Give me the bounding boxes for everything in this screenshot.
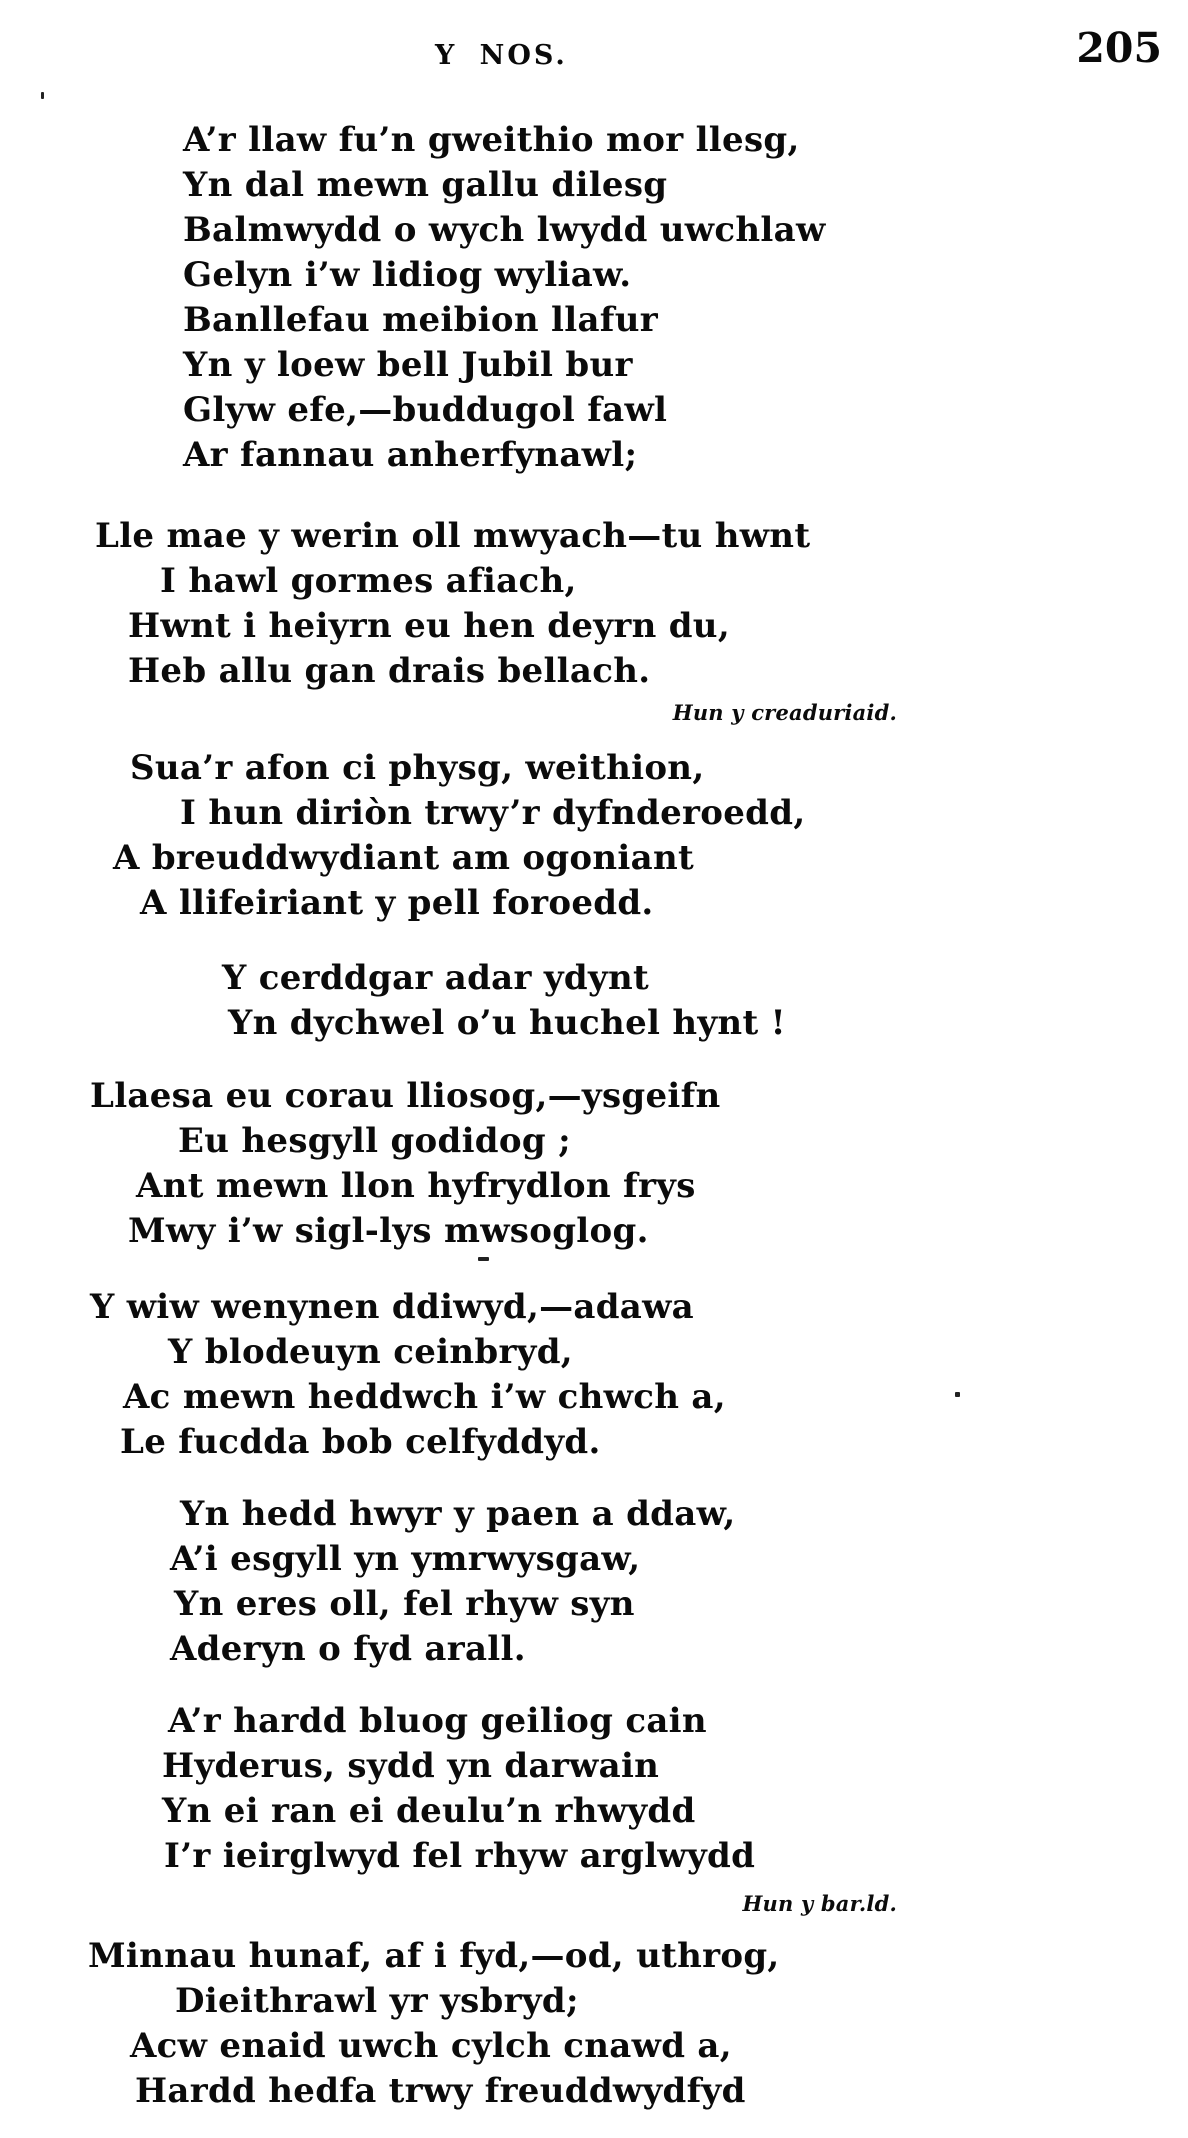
poem-line: Le fucdda bob celfyddyd. [120,1422,601,1462]
ink-speck [41,92,44,99]
stanza-8 [0,1699,1188,1879]
poem-line: Ant mewn llon hyfrydlon frys [136,1166,696,1206]
poem-line: Hwnt i heiyrn eu hen deyrn du, [128,606,730,646]
stanza-2 [0,514,1188,694]
poem-line: Y cerddgar adar ydynt [222,958,650,998]
ink-speck [478,1257,489,1261]
stanza-1 [0,118,1188,478]
stanza-6 [0,1285,1188,1465]
poem-line: Dieithrawl yr ysbryd; [175,1981,579,2021]
poem-line: Balmwydd o wych lwydd uwchlaw [183,210,826,250]
attribution-bard: Hun y bar.ld. [742,1891,897,1916]
poem-line: Yn hedd hwyr y paen a ddaw, [180,1494,736,1534]
stanza-5 [0,1074,1188,1254]
poem-line: Sua’r afon ci physg, weithion, [130,748,705,788]
poem-line: Yn dal mewn gallu dilesg [183,165,668,205]
poem-line: I hun diriòn trwy’r dyfnderoedd, [180,793,806,833]
poem-line: Yn y loew bell Jubil bur [183,345,633,385]
poem-line: I hawl gormes afiach, [160,561,577,601]
attribution-creatures: Hun y creaduriaid. [672,700,897,725]
poem-line: Hyderus, sydd yn darwain [162,1746,660,1786]
poem-line: Llaesa eu corau lliosog,—ysgeifn [90,1076,721,1116]
poem-line: I’r ieirglwyd fel rhyw arglwydd [164,1836,756,1876]
stanza-7 [0,1492,1188,1672]
poem-line: Aderyn o fyd arall. [170,1629,526,1669]
poem-line: Yn dychwel o’u huchel hynt ! [228,1003,786,1043]
poem-line: Eu hesgyll godidog ; [178,1121,571,1161]
poem-line: Lle mae y werin oll mwyach—tu hwnt [95,516,811,556]
poem-line: Ar fannau anherfynawl; [183,435,638,475]
poem-line: A breuddwydiant am ogoniant [113,838,694,878]
poem-line: Ac mewn heddwch i’w chwch a, [123,1377,726,1417]
poem-line: Minnau hunaf, af i fyd,—od, uthrog, [88,1936,780,1976]
poem-line: Hardd hedfa trwy freuddwydfyd [135,2071,746,2111]
poem-line: Mwy i’w sigl-lys mwsoglog. [128,1211,649,1251]
poem-line: A’r hardd bluog geiliog cain [168,1701,707,1741]
couplet [0,956,1188,1046]
poem-line: Y wiw wenynen ddiwyd,—adawa [90,1287,695,1327]
poem-line: Banllefau meibion llafur [183,300,658,340]
poem-line: A llifeiriant y pell foroedd. [140,883,654,923]
page-number: 205 [1076,24,1162,72]
poem-line: Glyw efe,—buddugol fawl [183,390,668,430]
poem-line: A’r llaw fu’n gweithio mor llesg, [183,120,800,160]
running-header: Y NOS. [435,40,568,71]
poem-line: A’i esgyll yn ymrwysgaw, [170,1539,641,1579]
poem-line: Y blodeuyn ceinbryd, [168,1332,573,1372]
poem-line: Yn eres oll, fel rhyw syn [174,1584,635,1624]
poem-line: Gelyn i’w lidiog wyliaw. [183,255,632,295]
poem-line: Acw enaid uwch cylch cnawd a, [130,2026,732,2066]
ink-speck [955,1392,960,1397]
poem-line: Yn ei ran ei deulu’n rhwydd [162,1791,696,1831]
poem-line: Heb allu gan drais bellach. [128,651,651,691]
stanza-3 [0,746,1188,926]
stanza-9 [0,1934,1188,2114]
